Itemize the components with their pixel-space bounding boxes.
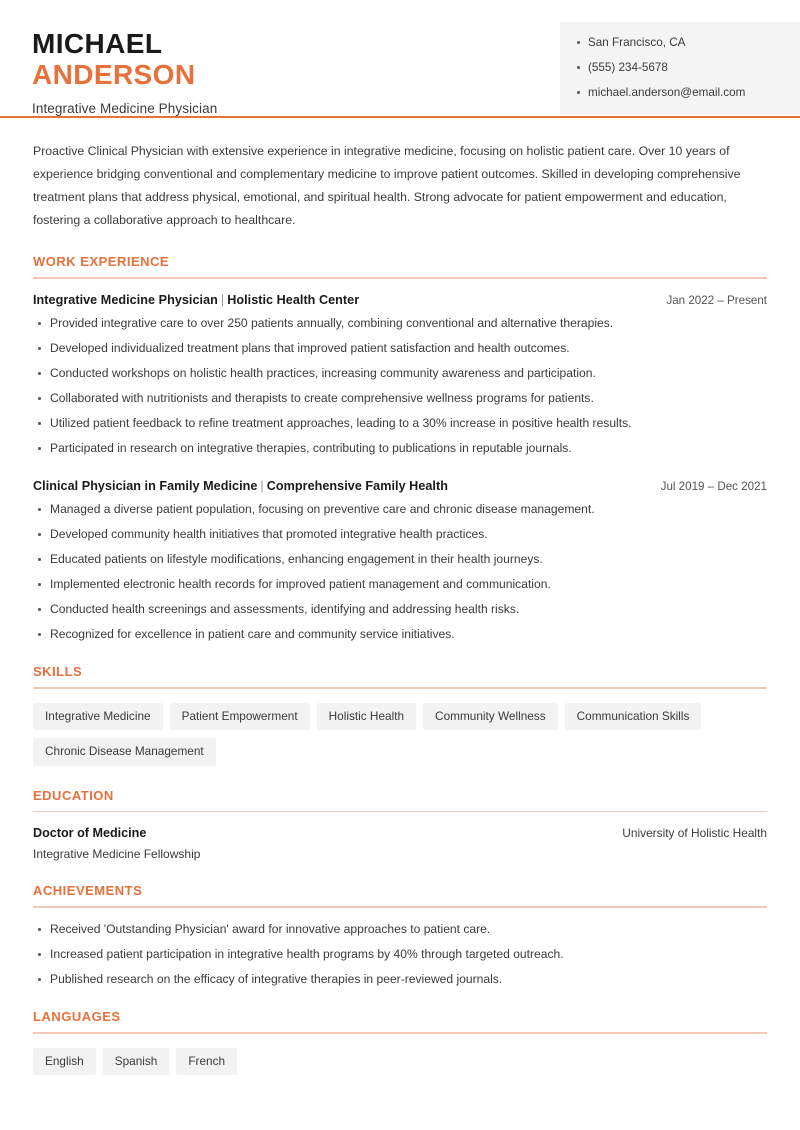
bullet-item: Educated patients on lifestyle modifications, enhancing engagement in their health journeys. [33, 552, 767, 567]
bullet-item: Increased patient participation in integrative health programs by 40% through targeted outreach. [33, 947, 767, 962]
education-entry [33, 826, 767, 861]
bullet-item: Conducted health screenings and assessments, identifying and addressing health risks. [33, 602, 767, 617]
job-title: Integrative Medicine Physician [32, 100, 218, 116]
professional-summary: Proactive Clinical Physician with extensive experience in integrative medicine, focusing on holistic patient care. Over 10 years of experience bridging conventional and complementary medicine to improve patient outcomes. Skilled in developing comprehensive treatment plans that address physical, emotional, and spiritual health. Strong advocate for patient empowerment and education, fostering a collaborative approach to healthcare. [33, 144, 741, 228]
experience-company: Comprehensive Family Health [266, 478, 448, 493]
role-company-separator: | [220, 292, 225, 307]
bullet-item: Developed individualized treatment plans that improved patient satisfaction and health outcomes. [33, 341, 767, 356]
skill-chip: Integrative Medicine [33, 703, 163, 731]
role-company-separator: | [260, 478, 264, 493]
bullet-item: Published research on the efficacy of integrative therapies in peer-reviewed journals. [33, 972, 767, 987]
experience-entry-header [33, 293, 767, 307]
language-chip: English [33, 1048, 96, 1076]
experience-date: Jul 2019 – Dec 2021 [660, 479, 767, 493]
bullet-item: Implemented electronic health records for improved patient management and communication. [33, 577, 767, 592]
experience-entry [33, 479, 767, 643]
section-languages [33, 1009, 767, 1075]
achievements-list [33, 922, 767, 987]
section-title-education: EDUCATION [33, 787, 114, 803]
section-divider [33, 277, 767, 279]
experience-bullet-list [33, 502, 767, 643]
contact-email[interactable]: michael.anderson@email.com [574, 86, 784, 100]
skill-chip: Holistic Health [317, 703, 416, 731]
experience-heading [33, 293, 359, 307]
contact-list [574, 36, 784, 100]
education-entry-header [33, 826, 767, 840]
contact-location: San Francisco, CA [574, 36, 784, 50]
bullet-item: Recognized for excellence in patient care and community service initiatives. [33, 627, 767, 642]
experience-role: Integrative Medicine Physician [33, 292, 218, 307]
experience-role: Clinical Physician in Family Medicine [33, 478, 258, 493]
bullet-item: Developed community health initiatives that promoted integrative health practices. [33, 527, 767, 542]
bullet-item: Collaborated with nutritionists and therapists to create comprehensive wellness programs for patients. [33, 391, 767, 406]
experience-bullet-list [33, 316, 767, 457]
language-chip: French [176, 1048, 237, 1076]
bullet-item: Utilized patient feedback to refine treatment approaches, leading to a 30% increase in positive health results. [33, 416, 767, 431]
skills-chip-list [33, 703, 767, 766]
experience-heading [33, 479, 448, 493]
section-skills [33, 664, 767, 766]
education-subtitle: Integrative Medicine Fellowship [33, 847, 201, 862]
section-title-achievements: ACHIEVEMENTS [33, 883, 143, 899]
section-divider [33, 1032, 767, 1034]
section-achievements [33, 883, 767, 987]
contact-phone[interactable]: (555) 234-5678 [574, 61, 784, 75]
header-divider [0, 116, 800, 118]
languages-chip-list [33, 1048, 767, 1076]
last-name: ANDERSON [32, 59, 196, 91]
experience-date: Jan 2022 – Present [666, 293, 767, 307]
education-school: University of Holistic Health [622, 826, 767, 841]
bullet-item: Provided integrative care to over 250 patients annually, combining conventional and alternative therapies. [33, 316, 767, 331]
bullet-item: Managed a diverse patient population, focusing on preventive care and chronic disease management. [33, 502, 767, 517]
header-identity [0, 22, 217, 116]
experience-entry-header [33, 479, 767, 493]
section-title-work-experience: WORK EXPERIENCE [33, 254, 170, 270]
section-divider [33, 687, 767, 689]
section-work-experience [33, 254, 767, 642]
section-education [33, 788, 767, 862]
contact-info-box [560, 22, 800, 114]
resume-body [0, 140, 800, 1075]
language-chip: Spanish [103, 1048, 170, 1076]
skill-chip: Patient Empowerment [170, 703, 310, 731]
section-divider [33, 811, 767, 813]
education-degree: Doctor of Medicine [33, 826, 147, 841]
skill-chip: Community Wellness [423, 703, 558, 731]
skill-chip: Chronic Disease Management [33, 738, 216, 766]
experience-entry [33, 293, 767, 457]
section-title-skills: SKILLS [33, 664, 83, 680]
bullet-item: Conducted workshops on holistic health practices, increasing community awareness and participation. [33, 366, 767, 381]
bullet-item: Participated in research on integrative therapies, contributing to publications in reputable journals. [33, 441, 767, 456]
experience-company: Holistic Health Center [227, 292, 360, 307]
skill-chip: Communication Skills [565, 703, 702, 731]
resume-header [0, 0, 800, 116]
first-name: MICHAEL [32, 28, 163, 59]
section-divider [33, 906, 767, 908]
section-title-languages: LANGUAGES [33, 1009, 121, 1025]
bullet-item: Received 'Outstanding Physician' award for innovative approaches to patient care. [33, 922, 767, 937]
